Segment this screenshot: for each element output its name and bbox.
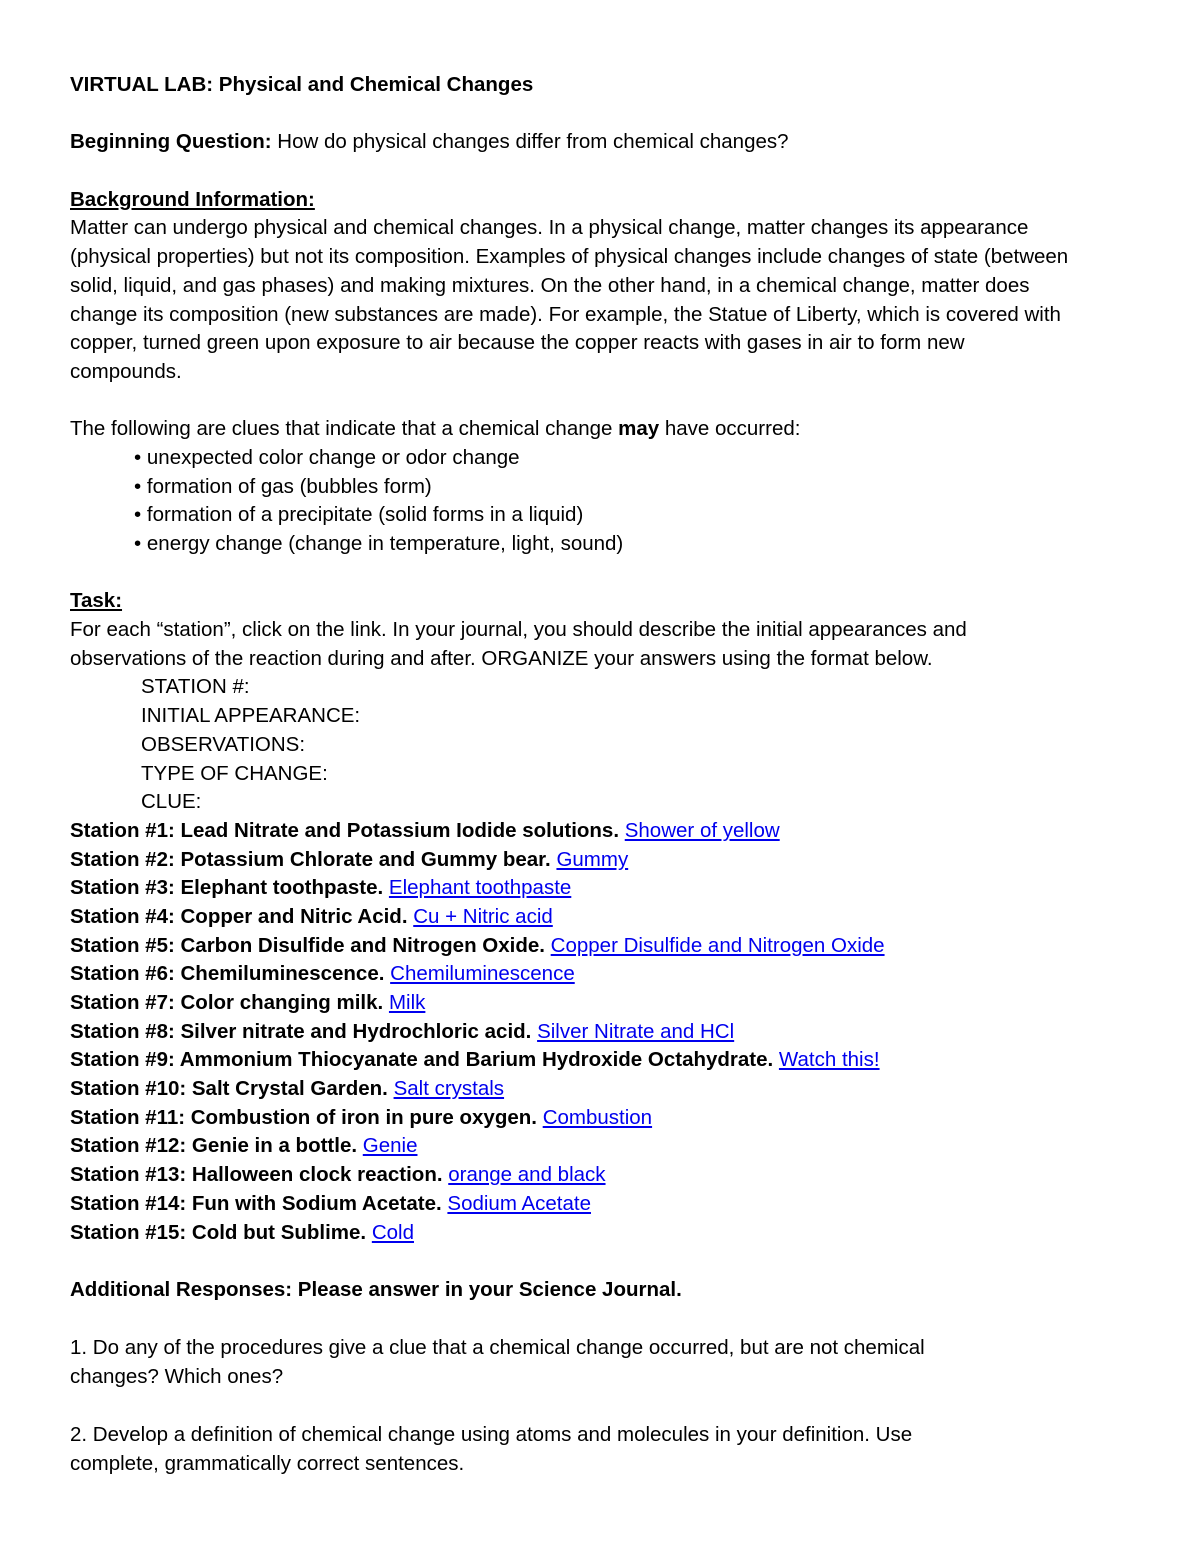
station-label: Station #4: Copper and Nitric Acid. <box>70 904 408 928</box>
station-link[interactable]: Sodium Acetate <box>447 1191 591 1215</box>
station-link[interactable]: Combustion <box>542 1105 653 1129</box>
station-row <box>70 1161 1140 1190</box>
station-link[interactable]: Silver Nitrate and HCl <box>537 1019 735 1043</box>
station-row <box>70 1219 1140 1248</box>
spacer <box>70 1391 1140 1421</box>
task-line: observations of the reaction during and after. ORGANIZE your answers using the format below. <box>70 646 933 670</box>
clues-intro <box>70 415 1140 444</box>
spacer <box>70 100 1140 129</box>
beginning-question-text: How do physical changes differ from chemical changes? <box>277 130 789 154</box>
clue-item-text: formation of gas (bubbles form) <box>146 474 432 498</box>
station-link[interactable]: orange and black <box>448 1163 606 1187</box>
station-row <box>70 1132 1140 1161</box>
clue-item <box>70 501 1140 530</box>
question-1-line: changes? Which ones? <box>70 1364 284 1388</box>
additional-heading: Additional Responses: Please answer in your Science Journal. <box>70 1277 682 1301</box>
station-label: Station #7: Color changing milk. <box>70 991 384 1014</box>
station-row <box>70 960 1140 989</box>
document-page <box>70 71 1140 1478</box>
station-label: Station #1: Lead Nitrate and Potassium Iodide solutions. <box>70 818 620 842</box>
station-link[interactable]: Chemiluminescence <box>390 962 575 986</box>
station-label: Station #12: Genie in a bottle. <box>70 1134 358 1158</box>
clue-item-text: unexpected color change or odor change <box>146 445 520 469</box>
background-line: copper, turned green upon exposure to air because the copper reacts with gases in air to form new <box>70 331 965 355</box>
bullet-icon: • <box>134 445 142 469</box>
station-link[interactable]: Elephant toothpaste <box>388 876 572 900</box>
bullet-icon: • <box>134 532 142 555</box>
station-link[interactable]: Watch this! <box>778 1048 880 1072</box>
bullet-icon: • <box>134 503 142 527</box>
beginning-question <box>70 128 1140 157</box>
beginning-question-label: Beginning Question: <box>70 130 272 154</box>
question-2-line: complete, grammatically correct sentences. <box>70 1451 465 1475</box>
clues-intro-emphasis: may <box>618 417 660 441</box>
station-link[interactable]: Cu + Nitric acid <box>413 904 553 928</box>
station-row <box>70 1018 1140 1047</box>
station-row <box>70 932 1140 961</box>
station-label: Station #5: Carbon Disulfide and Nitrogen Oxide. <box>70 933 545 957</box>
background-heading: Background Information: <box>70 187 315 211</box>
station-label: Station #11: Combustion of iron in pure oxygen. <box>70 1105 537 1129</box>
station-row <box>70 989 1140 1018</box>
station-label: Station #15: Cold but Sublime. <box>70 1220 372 1244</box>
stations-list <box>70 817 1140 1247</box>
document-title: VIRTUAL LAB: Physical and Chemical Changes <box>70 73 534 96</box>
station-row <box>70 1075 1140 1104</box>
station-link[interactable]: Milk <box>388 991 426 1014</box>
station-label: Station #13: Halloween clock reaction. <box>70 1163 443 1187</box>
station-link[interactable]: Shower of yellow <box>624 818 780 842</box>
clue-item-text: energy change (change in temperature, light, sound) <box>146 532 624 555</box>
station-row <box>70 903 1140 932</box>
spacer <box>70 387 1140 416</box>
clues-intro-text: The following are clues that indicate that a chemical change <box>70 417 619 441</box>
clue-item <box>70 473 1140 502</box>
station-link[interactable]: Copper Disulfide and Nitrogen Oxide <box>550 933 885 957</box>
station-row <box>70 874 1140 903</box>
question-2-line: 2. Develop a definition of chemical change using atoms and molecules in your definition. Use <box>70 1422 913 1446</box>
format-item: TYPE OF CHANGE: <box>141 761 328 785</box>
station-row <box>70 1190 1140 1219</box>
background-line: Matter can undergo physical and chemical changes. In a physical change, matter changes its appearance <box>70 216 1029 240</box>
question-1-line: 1. Do any of the procedures give a clue that a chemical change occurred, but are not chemical <box>70 1336 925 1360</box>
format-item: INITIAL APPEARANCE: <box>141 704 361 728</box>
station-label: Station #8: Silver nitrate and Hydrochloric acid. <box>70 1019 532 1043</box>
format-item: STATION #: <box>141 675 250 699</box>
station-row <box>70 1046 1140 1075</box>
station-link[interactable]: Salt crystals <box>393 1077 505 1101</box>
station-label: Station #3: Elephant toothpaste. <box>70 876 384 900</box>
station-label: Station #10: Salt Crystal Garden. <box>70 1077 388 1101</box>
clue-item <box>70 530 1140 559</box>
background-line: solid, liquid, and gas phases) and making mixtures. On the other hand, in a chemical change, matter does <box>70 273 1030 297</box>
bullet-icon: • <box>134 474 142 498</box>
clue-item-text: formation of a precipitate (solid forms in a liquid) <box>146 503 584 527</box>
spacer <box>70 1305 1140 1335</box>
spacer <box>70 157 1140 186</box>
format-item: OBSERVATIONS: <box>141 732 306 756</box>
station-link[interactable]: Gummy <box>556 847 629 871</box>
station-label: Station #6: Chemiluminescence. <box>70 962 385 986</box>
station-row <box>70 1104 1140 1133</box>
format-item: CLUE: <box>141 790 202 814</box>
background-line: (physical properties) but not its composition. Examples of physical changes include changes of state (between <box>70 245 1069 269</box>
clue-item <box>70 444 1140 473</box>
station-label: Station #14: Fun with Sodium Acetate. <box>70 1191 442 1215</box>
station-row <box>70 846 1140 875</box>
station-link[interactable]: Cold <box>371 1220 414 1244</box>
station-row <box>70 817 1140 846</box>
background-line: compounds. <box>70 359 182 383</box>
station-label: Station #9: Ammonium Thiocyanate and Barium Hydroxide Octahydrate. <box>70 1048 779 1072</box>
clues-intro-text-end: have occurred: <box>659 417 801 441</box>
spacer <box>70 1247 1140 1276</box>
station-link[interactable]: Genie <box>362 1134 418 1158</box>
task-heading: Task: <box>70 589 123 613</box>
background-line: change its composition (new substances are made). For example, the Statue of Liberty, which is covered with <box>70 302 1061 326</box>
spacer <box>70 559 1140 588</box>
station-label: Station #2: Potassium Chlorate and Gummy bear. <box>70 847 551 871</box>
task-line: For each “station”, click on the link. In your journal, you should describe the initial appearances and <box>70 618 967 642</box>
